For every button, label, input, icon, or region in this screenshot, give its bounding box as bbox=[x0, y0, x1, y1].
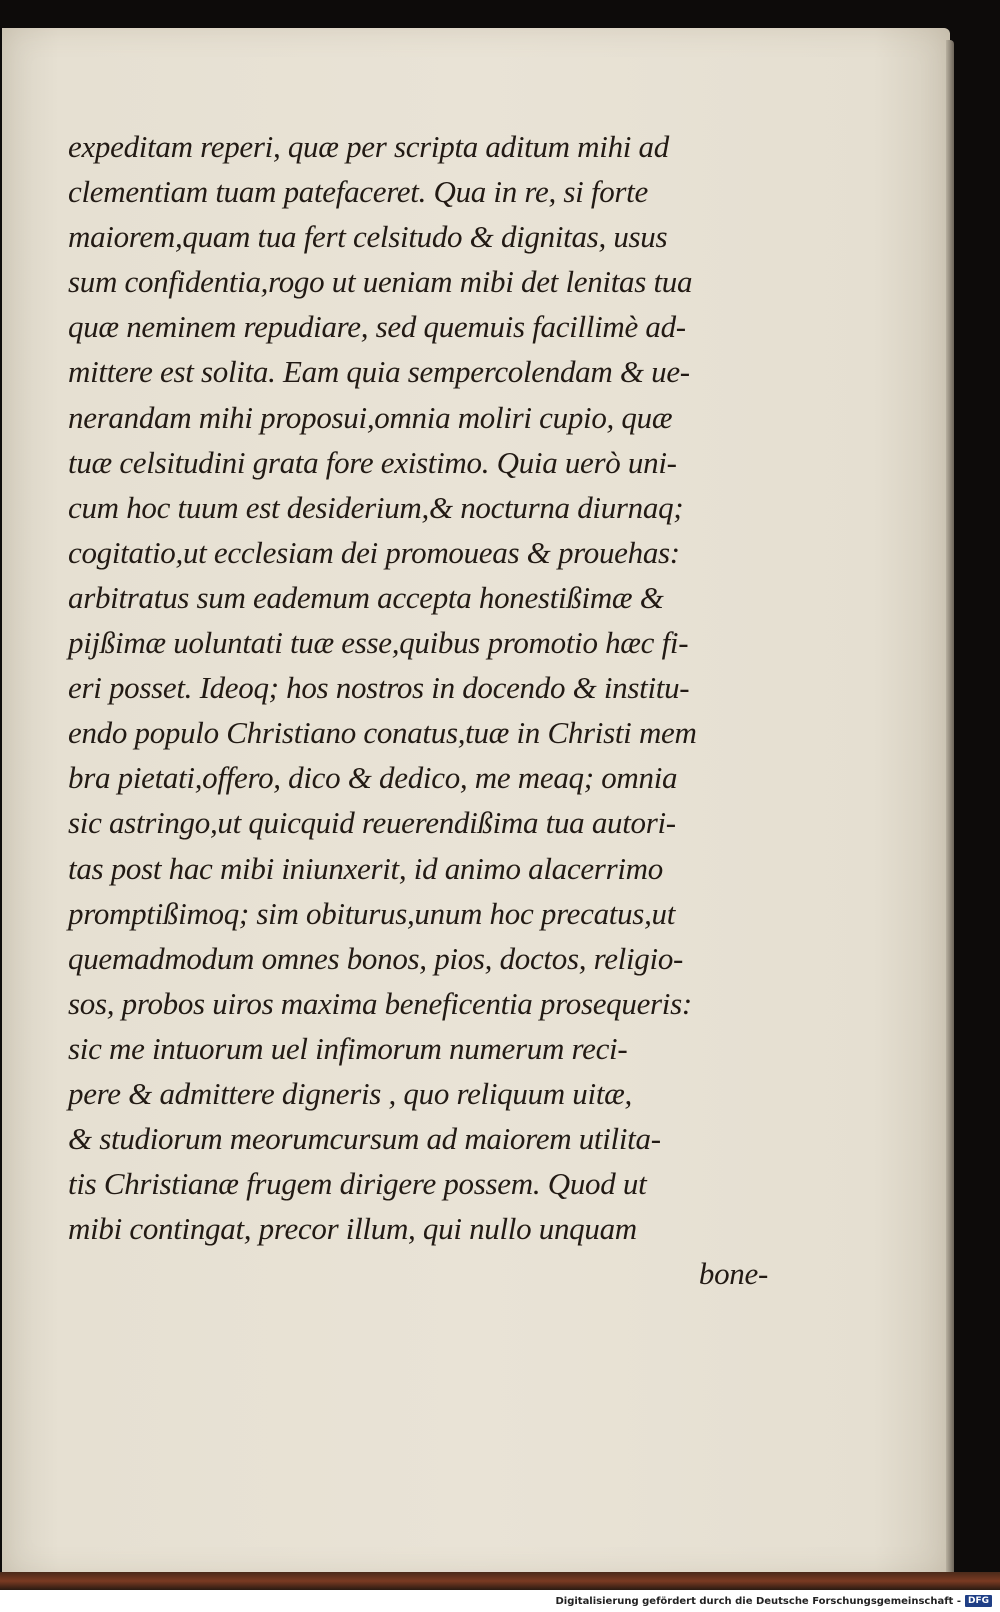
text-line: pere & admittere digneris , quo reliquum uitæ, bbox=[68, 1075, 632, 1111]
text-line: & studiorum meorumcursum ad maiorem utilita- bbox=[68, 1121, 661, 1157]
text-line: mittere est solita. Eam quia sempercolendam & ue- bbox=[68, 354, 690, 390]
credit-text: Digitalisierung gefördert durch die Deutsche Forschungsgemeinschaft - bbox=[555, 1595, 961, 1607]
text-line: tas post hac mibi iniunxerit, id animo alacerrimo bbox=[68, 850, 663, 886]
text-line: tuæ celsitudini grata fore existimo. Quia uerò uni- bbox=[68, 444, 677, 480]
text-line: sos, probos uiros maxima beneficentia prosequeris: bbox=[68, 985, 692, 1021]
text-line: arbitratus sum eademum accepta honestißimæ & bbox=[68, 579, 664, 615]
digitization-credit bbox=[555, 1592, 992, 1610]
text-line: mibi contingat, precor illum, qui nullo unquam bbox=[68, 1211, 637, 1247]
text-line: cum hoc tuum est desiderium,& nocturna diurnaq; bbox=[68, 489, 684, 525]
text-line: quemadmodum omnes bonos, pios, doctos, religio- bbox=[68, 940, 684, 976]
binding-strip bbox=[0, 1572, 1000, 1590]
text-line: sic astringo,ut quicquid reuerendißima tua autori- bbox=[68, 805, 676, 841]
text-line: quæ neminem repudiare, sed quemuis facillimè ad- bbox=[68, 309, 686, 345]
text-line: clementiam tuam patefaceret. Qua in re, si forte bbox=[68, 174, 648, 210]
text-line: promptißimoq; sim obiturus,unum hoc precatus,ut bbox=[68, 895, 676, 931]
text-line: sum confidentia,rogo ut ueniam mibi det lenitas tua bbox=[68, 264, 693, 300]
catchword: bone- bbox=[698, 1256, 768, 1292]
text-line: nerandam mihi proposui,omnia moliri cupio, quæ bbox=[68, 399, 673, 435]
dfg-logo-icon: DFG bbox=[965, 1595, 992, 1607]
page-text bbox=[68, 124, 768, 1296]
text-line: maiorem,quam tua fert celsitudo & dignitas, usus bbox=[68, 219, 668, 255]
text-line: cogitatio,ut ecclesiam dei promoueas & prouehas: bbox=[68, 534, 680, 570]
page-edge-shadow bbox=[946, 40, 954, 1576]
text-line: bra pietati,offero, dico & dedico, me meaq; omnia bbox=[68, 760, 678, 796]
text-line: eri posset. Ideoq; hos nostros in docendo & institu- bbox=[68, 670, 690, 706]
text-line: expeditam reperi, quæ per scripta aditum mihi ad bbox=[68, 129, 669, 164]
text-line: endo populo Christiano conatus,tuæ in Christi mem bbox=[68, 715, 697, 751]
text-line: sic me intuorum uel infimorum numerum reci- bbox=[68, 1030, 628, 1066]
text-line: tis Christianæ frugem dirigere possem. Quod ut bbox=[68, 1166, 647, 1202]
text-line: pijßimæ uoluntati tuæ esse,quibus promotio hæc fi- bbox=[68, 625, 689, 661]
